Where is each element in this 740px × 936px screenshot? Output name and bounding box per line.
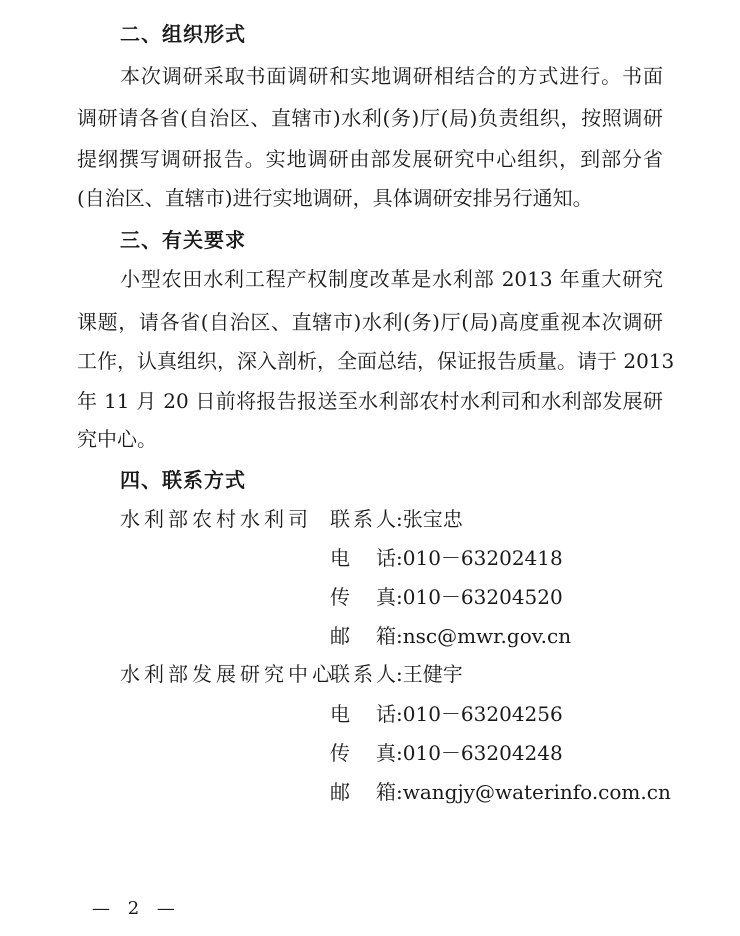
paragraph-line: 课题，请各省(自治区、直辖市)水利(务)厅(局)高度重视本次调研	[77, 310, 663, 334]
page-number: — 2 —	[92, 898, 181, 919]
contact-label: 联系人	[330, 662, 396, 686]
contact-label: 电话	[330, 702, 396, 726]
contact-value: 010－63204256	[402, 702, 563, 726]
paragraph-line: (自治区、直辖市)进行实地调研，具体调研安排另行通知。	[77, 186, 593, 210]
contact-label: 邮箱	[330, 780, 396, 804]
contact-person-row: 联系人:王健宇	[330, 662, 463, 686]
contact-label: 联系人	[330, 507, 396, 531]
paragraph-line: 小型农田水利工程产权制度改革是水利部 2013 年重大研究	[120, 267, 663, 291]
contact-org-name: 水利部发展研究中心	[120, 662, 336, 686]
contact-email-row: 邮箱:nsc@mwr.gov.cn	[330, 624, 572, 648]
paragraph-line: 本次调研采取书面调研和实地调研相结合的方式进行。书面	[120, 64, 663, 88]
contact-value: nsc@mwr.gov.cn	[402, 624, 572, 648]
contact-value: 010－63202418	[402, 546, 563, 570]
contact-value: 王健宇	[402, 662, 463, 686]
contact-fax-row: 传真:010－63204520	[330, 585, 563, 609]
contact-value: 010－63204248	[402, 741, 563, 765]
contact-value: wangjy@waterinfo.com.cn	[402, 780, 671, 804]
paragraph-line: 调研请各省(自治区、直辖市)水利(务)厅(局)负责组织，按照调研	[77, 106, 663, 130]
contact-label: 传真	[330, 585, 396, 609]
paragraph-line: 工作，认真组织，深入剖析，全面总结，保证报告质量。请于 2013	[77, 349, 675, 373]
paragraph-line: 年 11 月 20 日前将报告报送至水利部农村水利司和水利部发展研	[77, 389, 663, 413]
section-heading-contacts: 四、联系方式	[120, 468, 246, 492]
contact-value: 张宝忠	[402, 507, 463, 531]
contact-email-row: 邮箱:wangjy@waterinfo.com.cn	[330, 780, 671, 804]
contact-label: 传真	[330, 741, 396, 765]
contact-value: 010－63204520	[402, 585, 563, 609]
contact-phone-row: 电话:010－63204256	[330, 702, 563, 726]
contact-org-name: 水利部农村水利司	[120, 507, 312, 531]
section-heading-requirements: 三、有关要求	[120, 228, 246, 252]
paragraph-line: 究中心。	[77, 427, 157, 451]
contact-label: 电话	[330, 546, 396, 570]
contact-person-row: 联系人:张宝忠	[330, 507, 463, 531]
contact-phone-row: 电话:010－63202418	[330, 546, 563, 570]
section-heading-organization: 二、组织形式	[120, 22, 246, 46]
contact-label: 邮箱	[330, 624, 396, 648]
contact-fax-row: 传真:010－63204248	[330, 741, 563, 765]
paragraph-line: 提纲撰写调研报告。实地调研由部发展研究中心组织，到部分省	[77, 147, 663, 171]
